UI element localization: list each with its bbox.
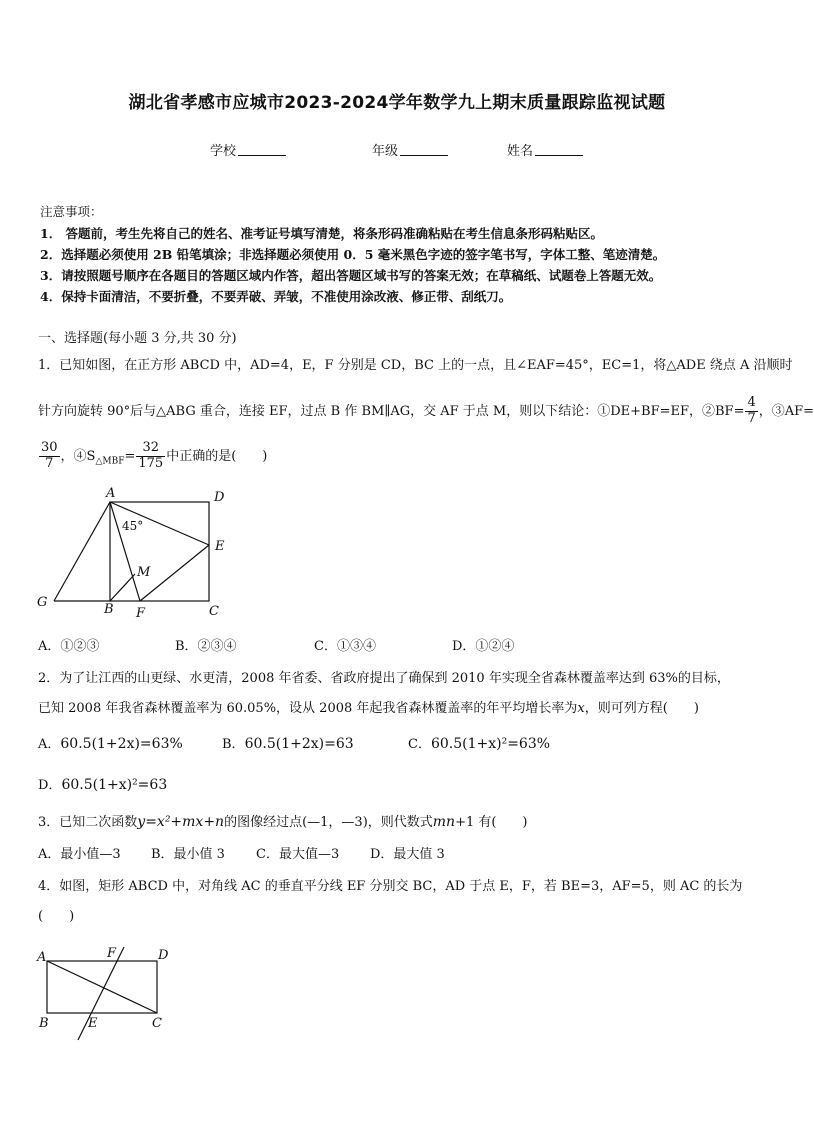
fraction-numerator: 30 [41,440,58,455]
name-field[interactable] [507,140,583,159]
q1-option-c[interactable]: C．①③④ [314,639,376,654]
q3-line-1 [38,811,528,830]
note-item: 4．保持卡面清洁，不要折叠，不要弄破、弄皱，不准使用涂改液、修正带、刮纸刀。 [40,289,512,304]
option-expression: 60.5(1+2x)=63 [244,736,354,752]
grade-blank[interactable] [400,143,448,156]
fraction-denominator: 175 [138,455,164,471]
label-b: B [39,1016,49,1031]
option-label: A． [38,737,61,752]
label-a: A [106,486,116,501]
q3-expression: mn [432,814,456,830]
q1-text-2a: 针方向旋转 90°后与△ABG 重合，连接 EF，过点 B 作 BM∥AG，交 AF 于点 M，则以下结论：①DE+BF=EF，②BF= [38,403,745,419]
notes-heading: 注意事项： [40,204,103,219]
q1-square-figure [34,484,234,624]
q3-text-1a: 3．已知二次函数 [38,815,138,830]
q2-option-a[interactable] [38,733,183,752]
q3-option-d[interactable]: D．最大值 3 [370,847,445,862]
q1-text-3a: ，④S [60,448,96,464]
q1-option-d[interactable]: D．①②④ [452,639,515,654]
q1-fraction-area [136,441,165,472]
school-blank[interactable] [238,143,286,156]
q2-option-d[interactable] [38,774,167,793]
fraction-numerator: 4 [747,395,756,410]
q1-fraction-bf [745,396,757,427]
q1-fraction-af [39,441,60,472]
label-c: C [209,604,219,619]
q1-option-a[interactable]: A．①②③ [38,639,100,654]
q4-line-1: 4．如图，矩形 ABCD 中，对角线 AC 的垂直平分线 EF 分别交 BC，AD 于点 E，F，若 BE=3，AF=5，则 AC 的长为 [38,879,743,894]
q2-option-b[interactable] [222,733,354,752]
q2-line-2 [38,697,699,716]
option-label: D． [38,778,62,793]
label-f: F [107,946,117,961]
q3-option-b[interactable]: B．最小值 3 [151,847,225,862]
label-angle-45: 45° [122,519,144,533]
q2-variable: x [577,701,585,716]
q2-text-2b: ，则可列方程( ) [584,701,699,716]
label-m: M [137,565,151,580]
label-f: F [136,606,146,621]
segment-bm [110,574,135,601]
label-d: D [158,948,169,963]
grade-label: 年级 [372,144,399,159]
q1-line-2 [38,396,814,427]
grade-field[interactable] [372,140,448,159]
option-expression: 60.5(1+2x)=63% [60,736,183,752]
note-item: 3．请按照题号顺序在各题目的答题区域内作答，超出答题区域书写的答案无效；在草稿纸、试题卷上答题无效。 [40,268,662,283]
label-e: E [215,539,225,554]
segment-ag [54,502,110,601]
fraction-numerator: 32 [136,441,165,457]
label-b: B [104,602,114,617]
q3-function: y=x²+mx+n [137,814,225,830]
fraction-denominator: 7 [45,455,54,471]
label-e: E [88,1016,98,1031]
q2-line-1: 2．为了让江西的山更绿、水更清，2008 年省委、省政府提出了确保到 2010 年实现全省森林覆盖率达到 63%的目标， [38,671,730,686]
section-heading: 一、选择题(每小题 3 分,共 30 分) [38,331,237,346]
label-a: A [37,950,47,965]
name-blank[interactable] [535,143,583,156]
option-label: B． [222,737,245,752]
q1-area-subscript: △MBF [95,456,125,467]
option-expression: 60.5(1+x)²=63 [61,777,168,793]
q3-option-a[interactable]: A．最小值—3 [38,847,121,862]
option-label: C． [408,737,431,752]
q1-text-2b: ，③AF= [758,403,814,419]
fraction-denominator: 7 [747,410,756,426]
q4-rectangle-figure [34,942,174,1042]
q3-text-1b: 的图像经过点(—1，—3)，则代数式 [224,815,433,830]
school-field[interactable] [210,140,286,159]
option-expression: 60.5(1+x)²=63% [430,736,551,752]
q2-option-c[interactable] [408,733,550,752]
label-c: C [152,1016,162,1031]
label-g: G [37,595,48,610]
q1-text-3c: 中正确的是( ) [166,448,268,464]
segment-ef [140,545,209,601]
label-d: D [214,490,225,505]
name-label: 姓名 [507,144,534,159]
exam-title: 湖北省孝感市应城市2023-2024学年数学九上期末质量跟踪监视试题 [128,93,666,113]
q3-text-1c: +1 有( ) [455,815,528,830]
note-item: 1． 答题前，考生先将自己的姓名、准考证号填写清楚，将条形码准确粘贴在考生信息条形码粘贴区。 [40,226,604,241]
school-label: 学校 [210,144,237,159]
segment-af [110,502,140,601]
q3-option-c[interactable]: C．最大值—3 [256,847,340,862]
diagonal-ac [47,961,157,1013]
q4-line-2: ( ) [38,909,75,924]
note-item: 2．选择题必须使用 2B 铅笔填涂；非选择题必须使用 0．5 毫米黑色字迹的签字笔书写，字体工整、笔迹清楚。 [40,247,666,262]
q1-line-3 [38,441,267,472]
q2-text-2a: 已知 2008 年我省森林覆盖率为 60.05%，设从 2008 年起我省森林覆盖率的年平均增长率为 [38,701,578,716]
q1-text-3b: = [124,448,136,464]
q1-option-b[interactable]: B．②③④ [175,639,237,654]
q1-line-1: 1．已知如图，在正方形 ABCD 中，AD=4，E，F 分别是 CD，BC 上的一点，且∠EAF=45°，EC=1，将△ADE 绕点 A 沿顺时 [38,358,793,373]
